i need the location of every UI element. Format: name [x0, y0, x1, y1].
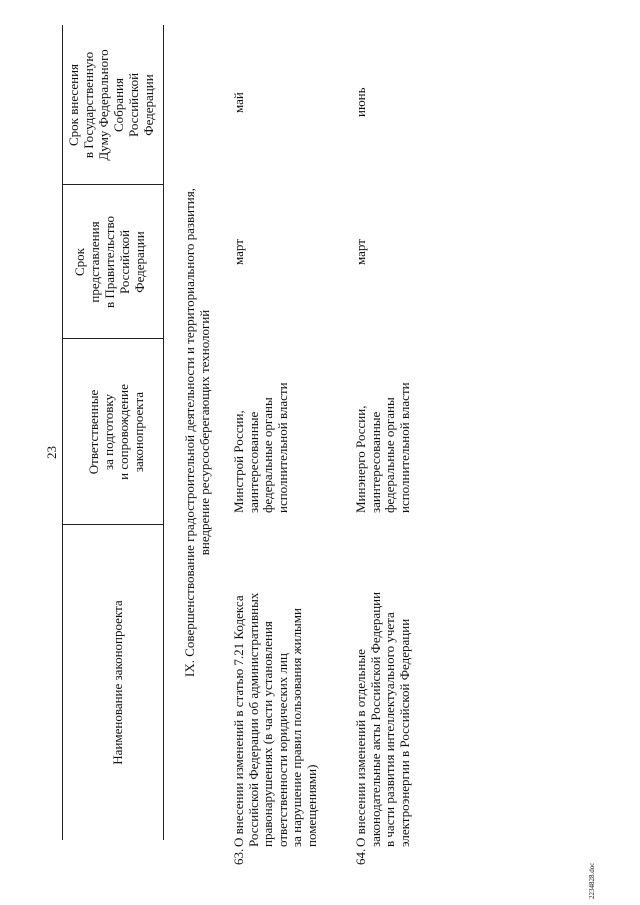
row-responsible-line: федеральные органы	[260, 397, 276, 513]
row-responsible	[232, 382, 290, 513]
table-header-bottom-border	[163, 25, 164, 840]
row-name	[354, 592, 412, 847]
row-name-line: ответственности юридических лиц	[274, 653, 290, 847]
row-responsible-line: федеральные органы	[382, 397, 398, 513]
header-name	[62, 525, 163, 840]
row-name	[232, 593, 320, 847]
row-responsible	[354, 382, 412, 513]
header-responsible	[86, 339, 146, 525]
row-number: 63.	[231, 848, 246, 865]
header-line: Российской	[117, 229, 132, 295]
row-responsible-line: Минстрой России,	[231, 410, 246, 513]
header-line: Ответственные	[86, 389, 101, 475]
row-name-line: правонарушениях (в части установления	[260, 621, 276, 847]
row-number: 64.	[353, 848, 368, 865]
row-responsible-line: исполнительной власти	[274, 382, 290, 513]
header-duma-deadline	[66, 25, 156, 185]
row-name-line: О внесении изменений в статью 7.21 Кодекса	[231, 595, 246, 847]
header-line: Федерации	[132, 231, 147, 293]
header-name-line: Наименование законопроекта	[110, 600, 125, 765]
section-title-line: IX. Совершенствование градостроительной деятельности и территориального развития,	[182, 188, 197, 677]
header-line: за подготовку	[101, 394, 116, 470]
row-responsible-line: заинтересованные	[245, 411, 261, 513]
row-name-line: электроэнергии в Российской Федерации	[396, 618, 412, 847]
section-title	[182, 20, 212, 845]
header-line: законопроекта	[131, 391, 146, 473]
row-duma-deadline: май	[231, 92, 246, 113]
row-name-line: О внесении изменений в отдельные	[353, 649, 368, 847]
row-name-line: помещениями)	[303, 764, 319, 847]
page-number: 23	[44, 446, 59, 459]
row-name-line: в части развития интеллектуального учета	[382, 612, 398, 847]
row-name-line: Российской Федерации об административных	[245, 592, 261, 847]
row-name-line: законодательные акты Российской Федерации	[367, 591, 383, 847]
header-line: представления	[87, 221, 102, 303]
row-responsible-line: исполнительной власти	[396, 382, 412, 513]
row-gov-deadline: март	[231, 239, 246, 265]
header-line: Федерации	[141, 74, 156, 136]
row-duma-deadline: июнь	[353, 87, 368, 117]
row-name-line: за нарушение правил пользования жилыми	[289, 608, 305, 847]
row-responsible-line: заинтересованные	[367, 411, 383, 513]
row-gov-deadline: март	[353, 239, 368, 265]
header-line: Срок внесения	[66, 63, 81, 147]
section-title-line: внедрение ресурсосберегающих технологий	[197, 309, 212, 556]
header-line: Думу Федерального	[96, 49, 111, 161]
document-filename: 2234828.doc	[588, 862, 596, 899]
header-gov-deadline	[72, 185, 147, 339]
header-line: Срок	[72, 248, 87, 276]
header-line: в Государственную	[81, 51, 96, 159]
header-line: Российской	[126, 72, 141, 138]
header-line: в Правительство	[102, 216, 117, 309]
header-line: и сопровождение	[116, 384, 131, 480]
header-line: Собрания	[111, 78, 126, 132]
row-responsible-line: Минэнерго России,	[353, 405, 368, 513]
